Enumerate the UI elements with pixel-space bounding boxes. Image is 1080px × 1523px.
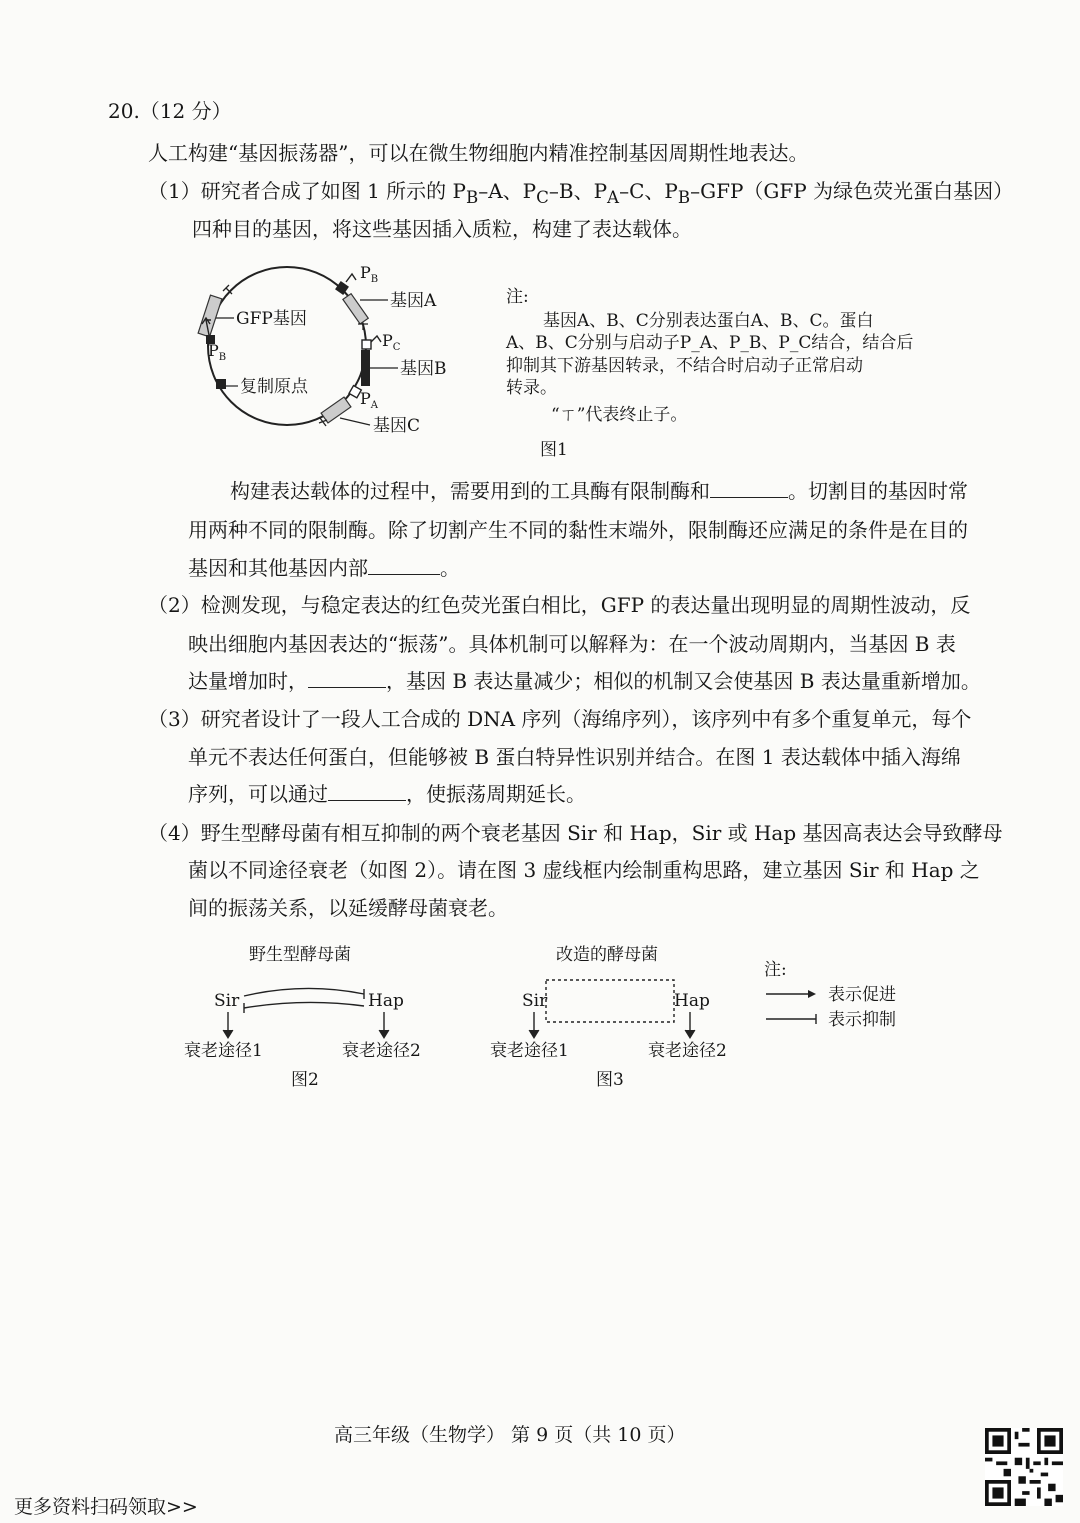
qr-code-icon[interactable]	[985, 1428, 1063, 1506]
fig1-note-title: 注:	[506, 287, 529, 307]
figure1-plasmid-diagram	[180, 258, 500, 443]
part1-line1: （1）研究者合成了如图 1 所示的 $P_B-A$、$P_C-B$、$P_A-C$、$P_B-GFP(GFP$ 为绿色荧光蛋白基因）	[148, 179, 1014, 207]
fig1-note-line4: 转录。	[506, 378, 557, 398]
fig3-caption: 图3	[596, 1070, 624, 1090]
part3-line3: 序列，可以通过 ，使振荡周期延长。	[188, 782, 586, 806]
page-footer: 高三年级（生物学） 第 9 页（共 10 页）	[334, 1424, 686, 1446]
answer-blank-2[interactable]	[368, 558, 440, 575]
part1-question-line1: 构建表达载体的过程中，需要用到的工具酶有限制酶和 。切割目的基因时常	[230, 479, 968, 503]
fig1-note-line5: “ㄒ”代表终止子。	[551, 405, 688, 425]
fig3-path2: 衰老途径2	[648, 1041, 727, 1061]
fig1-note-line3: 抑制其下游基因转录，不结合时启动子正常启动	[506, 356, 863, 376]
gfp-gene-segment	[198, 295, 222, 337]
gene-c-label: 基因C	[373, 416, 421, 436]
gene-a-segment	[343, 294, 368, 324]
part4-line2: 菌以不同途径衰老（如图 2）。请在图 3 虚线框内绘制重构思路，建立基因 Sir 和 Hap 之	[188, 858, 980, 882]
fig1-caption: 图1	[540, 440, 568, 460]
figure3-engineered-diagram	[484, 940, 754, 1090]
more-resources-link[interactable]: 更多资料扫码领取>>	[14, 1496, 198, 1518]
part2-line1: （2）检测发现，与稳定表达的红色荧光蛋白相比，GFP 的表达量出现明显的周期性波动，反	[148, 593, 971, 617]
fig3-dashed-box[interactable]	[546, 980, 674, 1022]
legend-promote: 表示促进	[828, 985, 896, 1005]
pc-promoter	[362, 340, 371, 349]
gene-a-label: 基因A	[390, 291, 437, 311]
answer-blank-1[interactable]	[710, 481, 788, 498]
part1-line2: 四种目的基因，将这些基因插入质粒，构建了表达载体。	[192, 217, 692, 241]
figure2-wild-type-diagram	[178, 940, 448, 1090]
fig2-caption: 图2	[291, 1070, 319, 1090]
gfp-label: GFP基因	[236, 309, 307, 329]
fig3-sir: Sir	[522, 991, 548, 1011]
fig2-sir: Sir	[214, 991, 240, 1011]
fig1-note-line2: A、B、C分别与启动子P_A、P_B、P_C结合，结合后	[506, 333, 914, 353]
fig2-hap: Hap	[368, 991, 404, 1011]
legend-inhibit: 表示抑制	[828, 1010, 896, 1030]
fig3-title: 改造的酵母菌	[556, 945, 658, 965]
pb-left-label: $P_B$	[208, 341, 227, 363]
part1-question-line3: 基因和其他基因内部 。	[188, 556, 460, 580]
part2-line3: 达量增加时， ，基因 B 表达量减少；相似的机制又会使基因 B 表达量重新增加。	[188, 669, 981, 693]
fig1-note-line1: 基因A、B、C分别表达蛋白A、B、C。蛋白	[543, 311, 874, 331]
ori-label: 复制原点	[240, 377, 308, 397]
answer-blank-3[interactable]	[308, 671, 386, 688]
pc-label: $P_C$	[382, 331, 401, 353]
pb-top-promoter	[335, 281, 349, 295]
legend	[760, 955, 930, 1035]
promote-arrow-icon	[808, 990, 816, 998]
pb-top-label: $P_B$	[360, 263, 379, 285]
legend-title: 注:	[764, 960, 787, 980]
fig3-path1: 衰老途径1	[490, 1041, 569, 1061]
gene-b-segment	[361, 350, 370, 386]
fig3-hap: Hap	[674, 991, 710, 1011]
fig2-path2: 衰老途径2	[342, 1041, 421, 1061]
answer-blank-4[interactable]	[328, 784, 406, 801]
part1-question-line2: 用两种不同的限制酶。除了切割产生不同的黏性末端外，限制酶还应满足的条件是在目的	[188, 518, 968, 542]
part4-line1: （4）野生型酵母菌有相互抑制的两个衰老基因 Sir 和 Hap，Sir 或 Hap 基因高表达会导致酵母	[148, 821, 1003, 845]
part3-line2: 单元不表达任何蛋白，但能够被 B 蛋白特异性识别并结合。在图 1 表达载体中插入海绵	[188, 745, 961, 769]
pa-label: $P_A$	[360, 389, 378, 411]
question-number: 20.（12 分）	[108, 99, 232, 123]
ori-marker	[216, 379, 226, 389]
gene-b-label: 基因B	[400, 359, 447, 379]
fig2-path1: 衰老途径1	[184, 1041, 263, 1061]
part4-line3: 间的振荡关系，以延缓酵母菌衰老。	[188, 896, 508, 920]
part2-line2: 映出细胞内基因表达的“振荡”。具体机制可以解释为：在一个波动周期内，当基因 B 表	[188, 632, 956, 656]
part3-line1: （3）研究者设计了一段人工合成的 DNA 序列（海绵序列），该序列中有多个重复单元，每个	[148, 707, 972, 731]
question-intro: 人工构建“基因振荡器”，可以在微生物细胞内精准控制基因周期性地表达。	[148, 141, 809, 165]
fig2-title: 野生型酵母菌	[249, 945, 351, 965]
